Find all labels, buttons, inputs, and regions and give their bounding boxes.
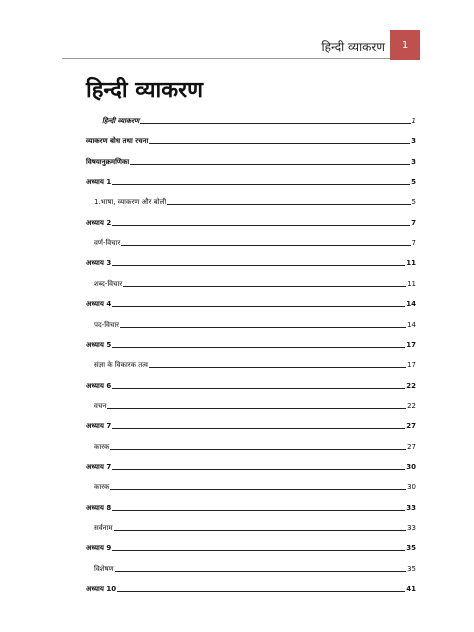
toc-entry-label: अध्याय 7 bbox=[86, 463, 112, 471]
toc-entry-page: 11 bbox=[407, 280, 416, 288]
toc-leader-line bbox=[112, 347, 405, 348]
toc-entry[interactable] bbox=[86, 463, 416, 472]
page-number-badge bbox=[390, 30, 420, 60]
toc-leader-line bbox=[130, 164, 410, 165]
toc-entry-label: अध्याय 1 bbox=[86, 178, 112, 186]
toc-entry-page: 30 bbox=[406, 463, 416, 471]
toc-leader-line bbox=[149, 143, 410, 144]
toc-entry-label: वर्ण-विचार bbox=[94, 239, 121, 247]
toc-entry-label: अध्याय 7 bbox=[86, 422, 112, 430]
toc-entry[interactable] bbox=[86, 178, 416, 187]
toc-leader-line bbox=[123, 286, 406, 287]
toc-entry-label: अध्याय 10 bbox=[86, 585, 117, 593]
toc-entry[interactable] bbox=[86, 219, 416, 228]
toc-leader-line bbox=[117, 591, 405, 592]
toc-leader-line bbox=[112, 469, 405, 470]
toc-entry-label: शब्द-विचार bbox=[94, 280, 123, 288]
toc-entry-page: 22 bbox=[407, 402, 416, 410]
toc-entry[interactable] bbox=[86, 585, 416, 594]
toc-entry-page: 3 bbox=[411, 137, 416, 145]
toc-entry-page: 35 bbox=[407, 565, 416, 573]
toc-leader-line bbox=[110, 449, 406, 450]
toc-leader-line bbox=[112, 306, 405, 307]
toc-entry[interactable] bbox=[94, 443, 416, 452]
toc-entry-page: 14 bbox=[406, 300, 416, 308]
toc-entry-label: विशेषण bbox=[94, 565, 114, 573]
toc-leader-line bbox=[110, 489, 406, 490]
toc-entry-page: 5 bbox=[411, 178, 416, 186]
toc-entry[interactable] bbox=[94, 321, 416, 330]
toc-entry-page: 17 bbox=[407, 361, 416, 369]
toc-leader-line bbox=[112, 388, 405, 389]
toc-leader-line bbox=[107, 408, 406, 409]
toc-entry-label: अध्याय 6 bbox=[86, 382, 112, 390]
toc-entry-page: 5 bbox=[411, 198, 416, 206]
toc-entry[interactable] bbox=[102, 117, 416, 126]
toc-entry-label: पद-विचार bbox=[94, 321, 120, 329]
toc-entry[interactable] bbox=[94, 402, 416, 411]
toc-leader-line bbox=[112, 265, 405, 266]
header-divider bbox=[62, 58, 390, 59]
toc-leader-line bbox=[112, 184, 410, 185]
toc-entry[interactable] bbox=[94, 565, 416, 574]
toc-entry-page: 30 bbox=[407, 483, 416, 491]
toc-leader-line bbox=[115, 571, 407, 572]
toc-entry[interactable] bbox=[86, 300, 416, 309]
toc-leader-line bbox=[112, 225, 410, 226]
toc-entry[interactable] bbox=[94, 198, 416, 207]
toc-entry-label: अध्याय 5 bbox=[86, 341, 112, 349]
toc-leader-line bbox=[112, 510, 405, 511]
toc-entry-page: 11 bbox=[406, 259, 416, 267]
toc-entry-label: अध्याय 9 bbox=[86, 544, 112, 552]
toc-entry-page: 17 bbox=[406, 341, 416, 349]
toc-entry-label: 1.भाषा, व्याकरण और बोली bbox=[94, 198, 167, 206]
toc-leader-line bbox=[167, 204, 410, 205]
toc-entry[interactable] bbox=[86, 544, 416, 553]
toc-entry[interactable] bbox=[86, 382, 416, 391]
toc-entry-label: कारक bbox=[94, 443, 110, 451]
header-title: हिन्दी व्याकरण bbox=[321, 40, 385, 54]
toc-entry[interactable] bbox=[86, 422, 416, 431]
toc-entry[interactable] bbox=[94, 280, 416, 289]
toc-entry[interactable] bbox=[86, 158, 416, 167]
toc-entry-page: 7 bbox=[411, 239, 416, 247]
page-number: 1 bbox=[401, 39, 409, 51]
toc-entry[interactable] bbox=[94, 483, 416, 492]
toc-entry-page: 14 bbox=[407, 321, 416, 329]
toc-leader-line bbox=[120, 327, 406, 328]
toc-entry[interactable] bbox=[94, 524, 416, 533]
toc-entry[interactable] bbox=[86, 259, 416, 268]
toc-entry[interactable] bbox=[86, 137, 416, 146]
toc-leader-line bbox=[149, 367, 406, 368]
toc-entry[interactable] bbox=[94, 361, 416, 370]
toc-entry-page: 27 bbox=[407, 443, 416, 451]
toc-entry-page: 41 bbox=[406, 585, 416, 593]
toc-entry-page: 7 bbox=[411, 219, 416, 227]
toc-entry-label: हिन्दी व्याकरण bbox=[102, 117, 140, 125]
toc-entry-label: वचन bbox=[94, 402, 107, 410]
toc-entry-page: 33 bbox=[407, 524, 416, 532]
toc-leader-line bbox=[140, 123, 410, 124]
document-title: हिन्दी व्याकरण bbox=[86, 78, 203, 103]
toc-entry-label: विषयानुक्रमणिका bbox=[86, 158, 130, 166]
toc-entry-label: कारक bbox=[94, 483, 110, 491]
toc-entry-label: सर्वनाम bbox=[94, 524, 113, 532]
toc-entry[interactable] bbox=[86, 341, 416, 350]
toc-entry-page: 27 bbox=[406, 422, 416, 430]
toc-leader-line bbox=[114, 530, 407, 531]
toc-entry-label: अध्याय 3 bbox=[86, 259, 112, 267]
toc-entry[interactable] bbox=[86, 504, 416, 513]
toc-entry-page: 33 bbox=[406, 504, 416, 512]
toc-entry-page: 3 bbox=[411, 158, 416, 166]
toc-entry[interactable] bbox=[94, 239, 416, 248]
toc-entry-label: अध्याय 2 bbox=[86, 219, 112, 227]
toc-entry-label: अध्याय 8 bbox=[86, 504, 112, 512]
toc-leader-line bbox=[121, 245, 410, 246]
toc-entry-page: 1 bbox=[411, 117, 416, 125]
toc-entry-label: अध्याय 4 bbox=[86, 300, 112, 308]
toc-leader-line bbox=[112, 428, 405, 429]
toc-leader-line bbox=[112, 550, 405, 551]
toc-entry-page: 35 bbox=[406, 544, 416, 552]
toc-entry-label: संज्ञा के विकारक तत्व bbox=[94, 361, 148, 369]
toc-entry-page: 22 bbox=[406, 382, 416, 390]
toc-entry-label: व्याकरण बोध तथा रचना bbox=[86, 137, 149, 145]
